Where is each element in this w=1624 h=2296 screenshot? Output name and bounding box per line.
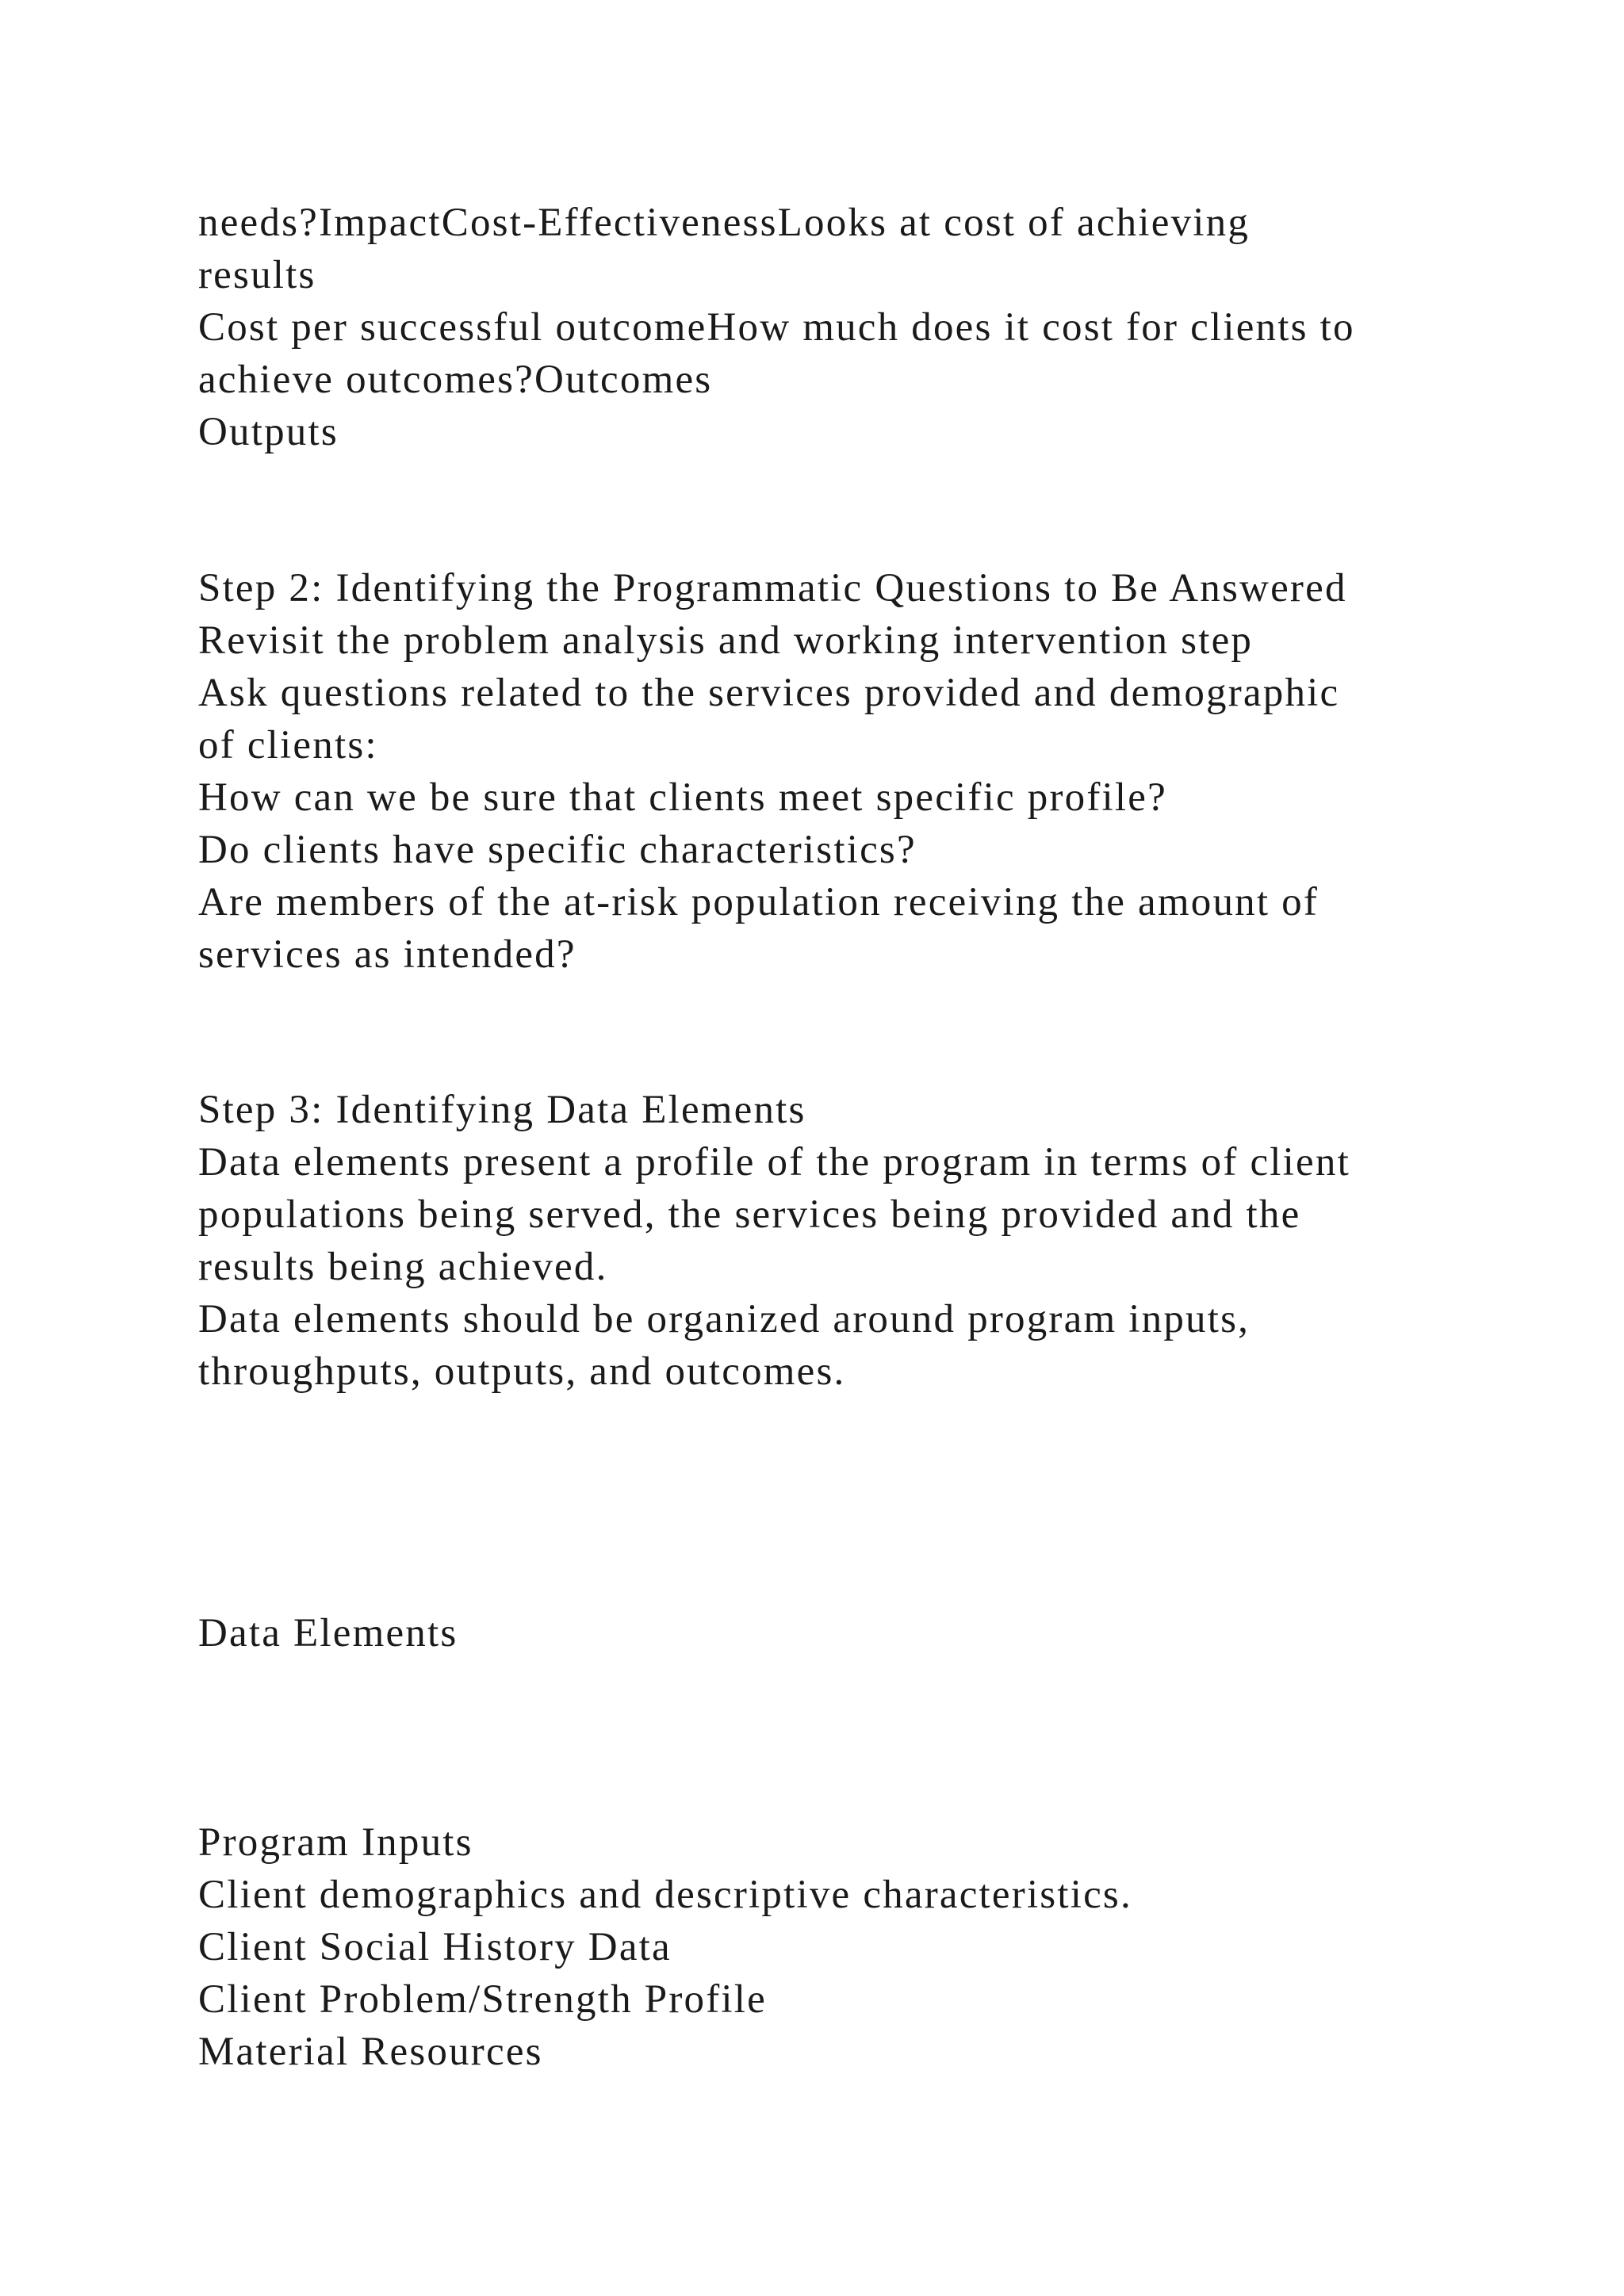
text-line: of clients: (198, 723, 378, 767)
text-line: Cost per successful outcomeHow much does it cost for clients to (198, 305, 1355, 350)
text-line: Revisit the problem analysis and working intervention step (198, 618, 1254, 663)
text-line: Material Resources (198, 2030, 543, 2074)
text-line: Do clients have specific characteristics? (198, 828, 917, 872)
section-heading-step-3: Step 3: Identifying Data Elements (198, 1088, 806, 1132)
section-heading-step-2: Step 2: Identifying the Programmatic Questions to Be Answered (198, 566, 1347, 610)
text-line: Are members of the at-risk population receiving the amount of (198, 880, 1320, 924)
text-line: results (198, 253, 316, 297)
text-line: Data elements present a profile of the program in terms of client (198, 1140, 1350, 1184)
text-line: Client Social History Data (198, 1925, 672, 1969)
section-heading-program-inputs: Program Inputs (198, 1820, 473, 1865)
text-line: achieve outcomes?Outcomes (198, 358, 713, 402)
text-line: needs?ImpactCost-EffectivenessLooks at cost of achieving (198, 201, 1251, 245)
text-line: throughputs, outputs, and outcomes. (198, 1349, 846, 1394)
text-line: results being achieved. (198, 1245, 608, 1289)
text-line: How can we be sure that clients meet specific profile? (198, 775, 1167, 820)
section-heading-data-elements: Data Elements (198, 1611, 458, 1655)
text-line: Client demographics and descriptive characteristics. (198, 1873, 1132, 1917)
text-line: services as intended? (198, 932, 576, 977)
text-line: Ask questions related to the services provided and demographic (198, 671, 1340, 715)
text-line: Client Problem/Strength Profile (198, 1977, 767, 2022)
text-line: Outputs (198, 410, 339, 454)
text-line: Data elements should be organized around program inputs, (198, 1297, 1251, 1341)
text-line: populations being served, the services being provided and the (198, 1192, 1301, 1237)
